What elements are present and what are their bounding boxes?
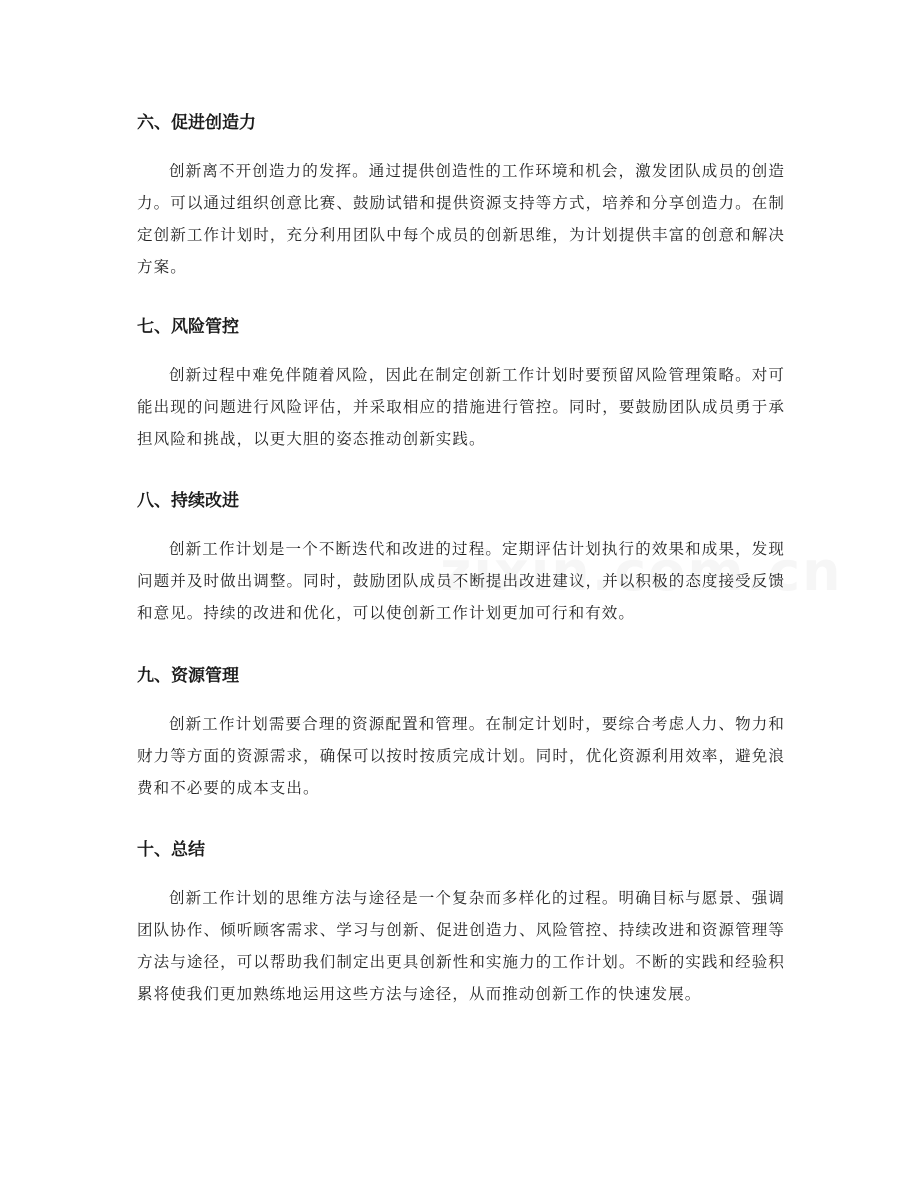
section-heading-9: 九、资源管理 <box>137 666 239 686</box>
section-paragraph-8: 创新工作计划是一个不断迭代和改进的过程。定期评估计划执行的效果和成果，发现问题并及时做出调整。同时，鼓励团队成员不断提出改进建议，并以积极的态度接受反馈和意见。持续的改进和优化，可以使创新工作计划更加可行和有效。 <box>137 540 785 622</box>
section-paragraph-9: 创新工作计划需要合理的资源配置和管理。在制定计划时，要综合考虑人力、物力和财力等方面的资源需求，确保可以按时按质完成计划。同时，优化资源利用效率，避免浪费和不必要的成本支出。 <box>137 715 785 797</box>
section-paragraph-7: 创新过程中难免伴随着风险，因此在制定创新工作计划时要预留风险管理策略。对可能出现的问题进行风险评估，并采取相应的措施进行管控。同时，要鼓励团队成员勇于承担风险和挑战，以更大胆的姿态推动创新实践。 <box>137 366 785 448</box>
section-paragraph-10: 创新工作计划的思维方法与途径是一个复杂而多样化的过程。明确目标与愿景、强调团队协作、倾听顾客需求、学习与创新、促进创造力、风险管控、持续改进和资源管理等方法与途径，可以帮助我们制定出更具创新性和实施力的工作计划。不断的实践和经验积累将使我们更加熟练地运用这些方法与途径，从而推动创新工作的快速发展。 <box>137 889 785 1003</box>
section-heading-10: 十、总结 <box>137 840 205 860</box>
section-heading-6: 六、促进创造力 <box>137 113 256 133</box>
section-paragraph-6: 创新离不开创造力的发挥。通过提供创造性的工作环境和机会，激发团队成员的创造力。可以通过组织创意比赛、鼓励试错和提供资源支持等方式，培养和分享创造力。在制定创新工作计划时，充分利用团队中每个成员的创新思维，为计划提供丰富的创意和解决方案。 <box>137 162 785 276</box>
section-heading-7: 七、风险管控 <box>137 317 239 337</box>
section-heading-8: 八、持续改进 <box>137 491 239 511</box>
